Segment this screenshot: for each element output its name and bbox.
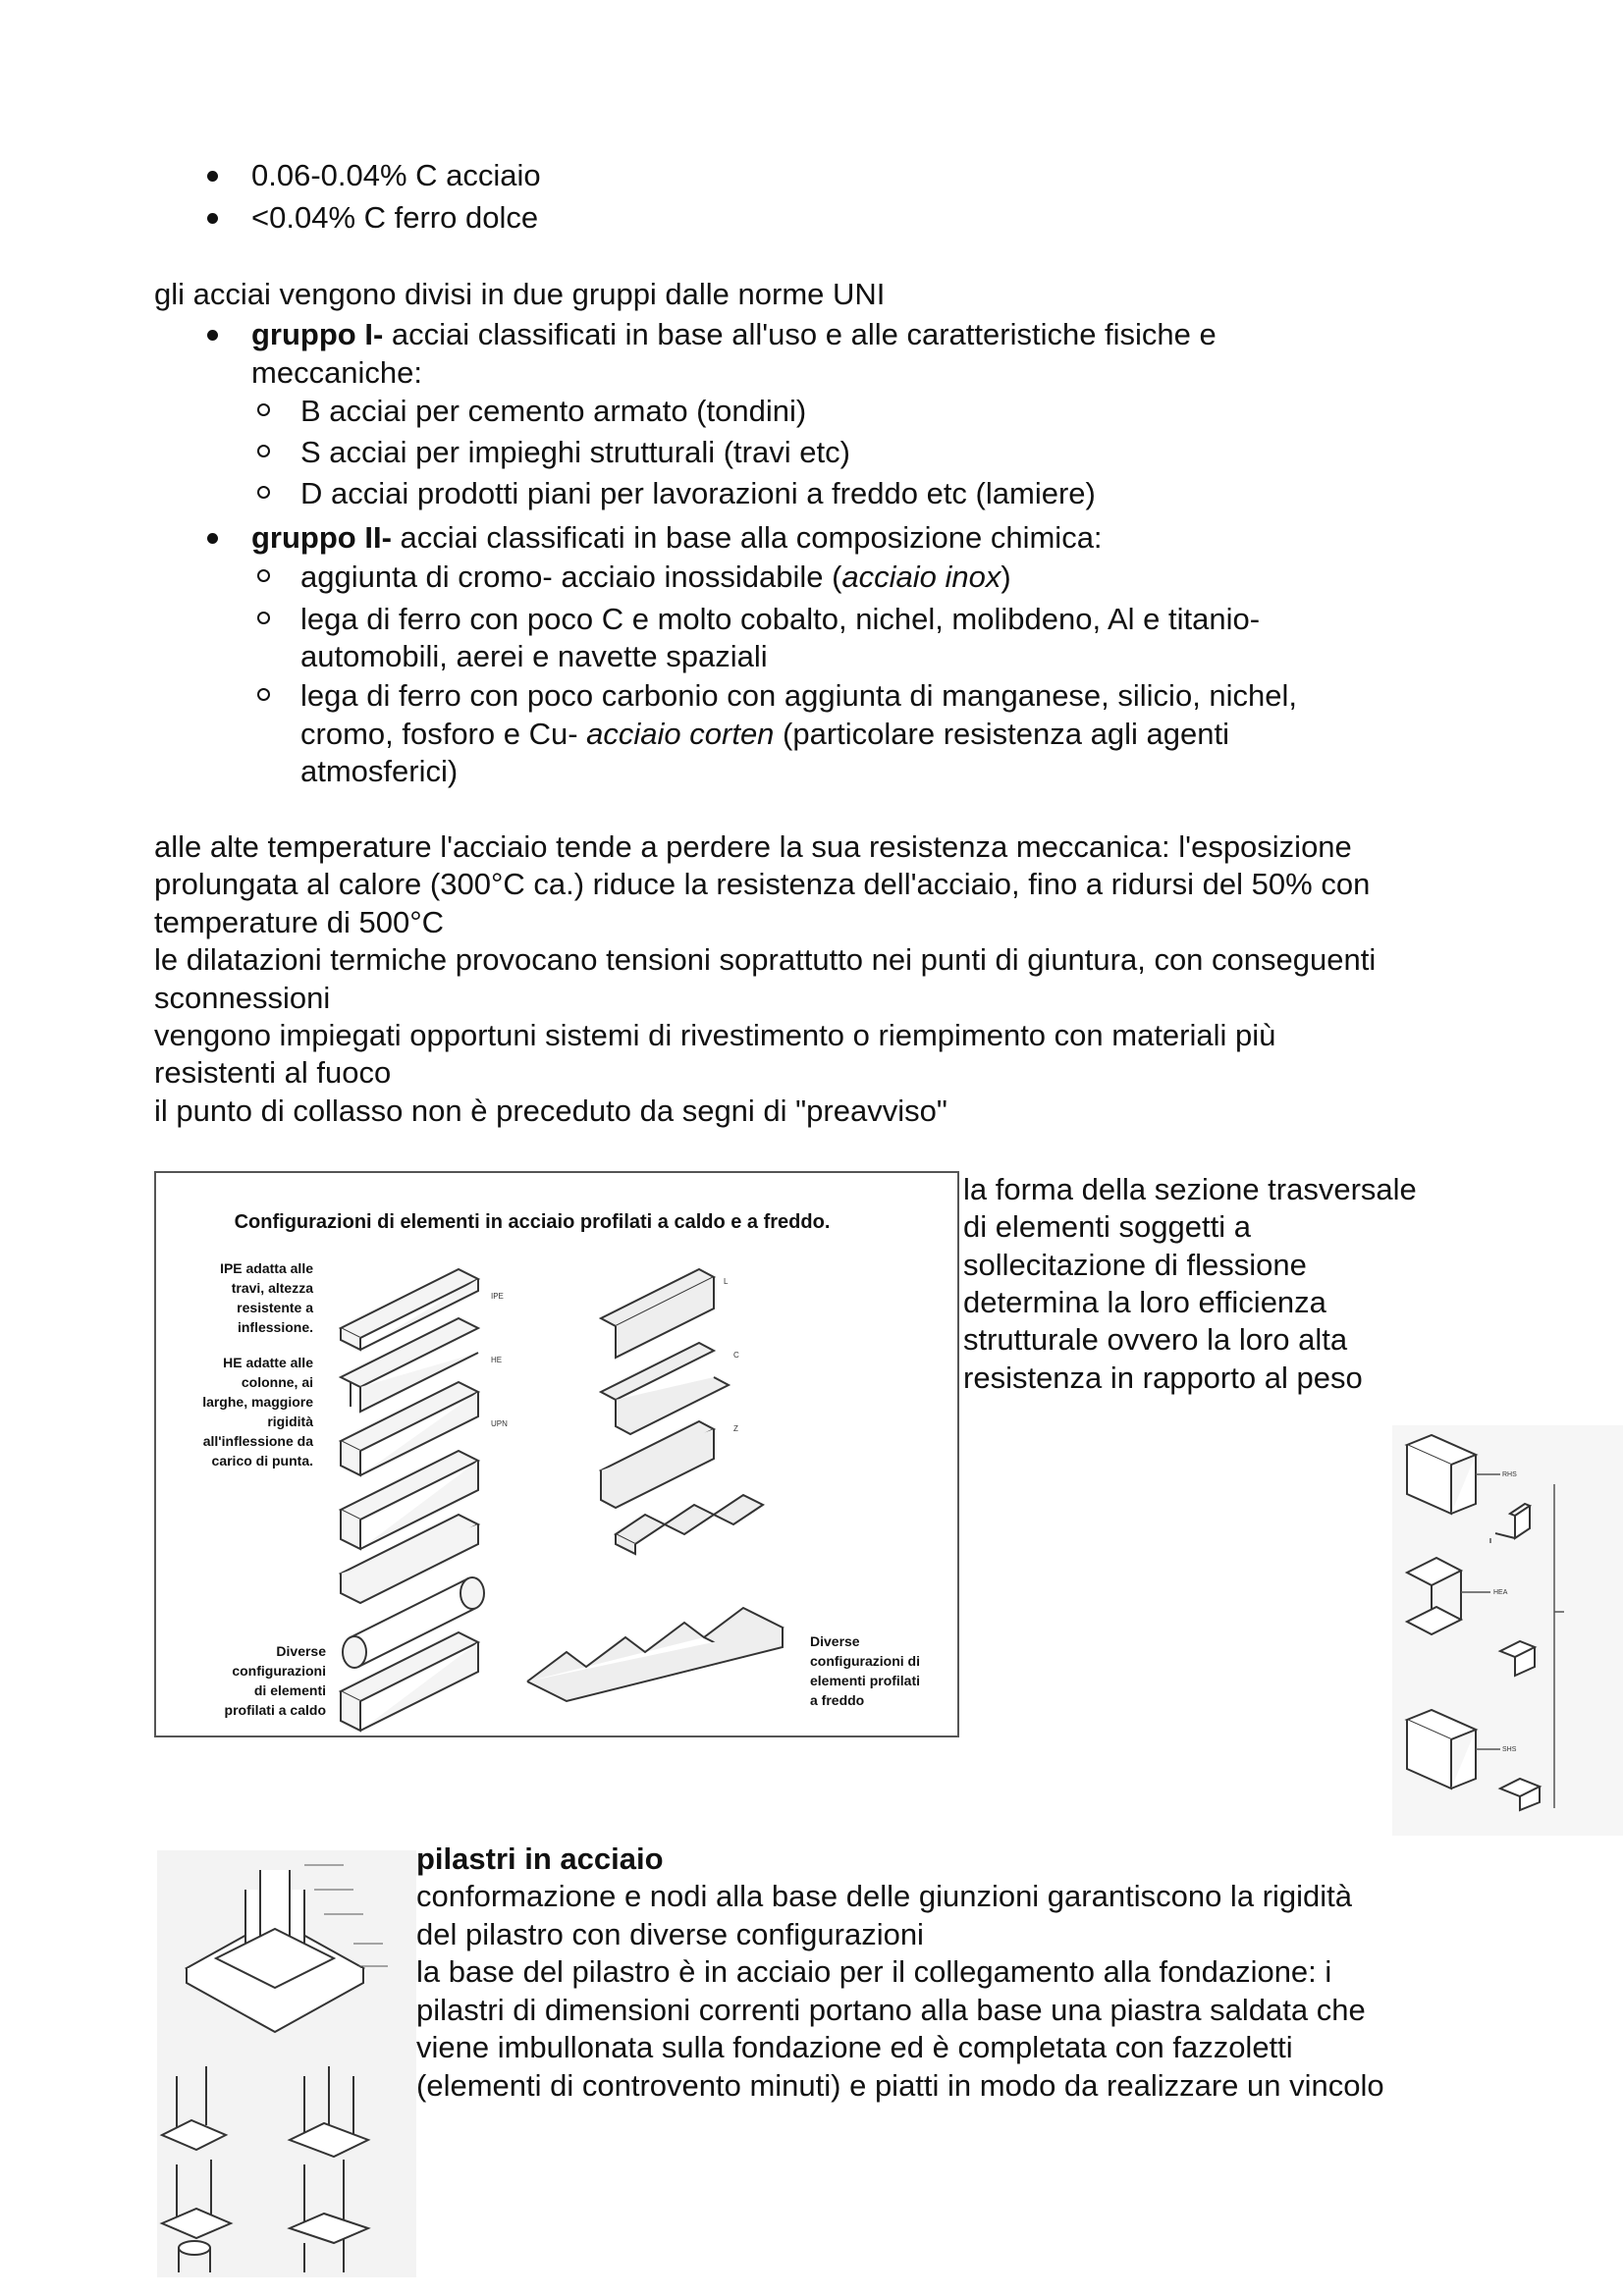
group1-item: D acciai prodotti piani per lavorazioni a freddo etc (lamiere): [300, 476, 1096, 510]
italic-run: acciaio inox: [841, 560, 1001, 594]
figure-label-line: HE adatte alle: [223, 1355, 313, 1370]
paragraph-line: le dilatazioni termiche provocano tensioni soprattutto nei punti di giuntura, con conseguenti: [154, 942, 1377, 977]
intro-text: gli acciai vengono divisi in due gruppi dalle norme UNI: [154, 277, 886, 311]
paragraph-line: temperature di 500°C: [154, 905, 444, 939]
pilastri-title: pilastri in acciaio: [416, 1842, 664, 1876]
group2-title: gruppo II-: [251, 520, 392, 555]
group2-item-cont: automobili, aerei e navette spaziali: [300, 639, 768, 673]
side-text-line: resistenza in rapporto al peso: [963, 1361, 1363, 1395]
sections-figure: [1392, 1425, 1623, 1836]
group1-title: gruppo I-: [251, 317, 384, 351]
figure-label-line: profilati a caldo: [224, 1702, 326, 1718]
figure-label-line: configurazioni: [232, 1663, 326, 1679]
paragraph-line: vengono impiegati opportuni sistemi di rivestimento o riempimento con materiali più: [154, 1018, 1276, 1052]
column-base-drawing: [290, 2066, 368, 2157]
figure-label-line: larghe, maggiore: [202, 1394, 313, 1410]
section-tag: SHS: [1502, 1746, 1517, 1753]
side-text-line: di elementi soggetti a: [963, 1209, 1251, 1244]
bullet-dot: [207, 213, 218, 224]
steel-profiles-drawing: [154, 1171, 959, 1737]
profile-tag: C: [733, 1351, 739, 1360]
figure-label-line: resistente a: [237, 1300, 313, 1315]
section-tag: RHS: [1502, 1471, 1517, 1478]
group1-text: acciai classificati in base all'uso e alle caratteristiche fisiche e: [383, 317, 1217, 351]
profile-tag: UPN: [491, 1419, 508, 1428]
group1-text-cont: meccaniche:: [251, 355, 423, 390]
figure-label-line: Diverse: [810, 1633, 860, 1649]
column-base-drawing: [162, 2160, 231, 2238]
bullet-text: 0.06-0.04% C acciaio: [251, 158, 541, 192]
group2-item-cont: atmosferici): [300, 754, 459, 788]
paragraph-line: alle alte temperature l'acciaio tende a perdere la sua resistenza meccanica: l'esposizione: [154, 829, 1352, 864]
profile-tag: IPE: [491, 1292, 504, 1301]
bullet-dot: [207, 171, 218, 182]
channel-section-drawing: [1500, 1779, 1540, 1810]
column-base-drawing: [290, 2160, 368, 2243]
figure-label-line: a freddo: [810, 1692, 865, 1708]
group1-item: S acciai per impieghi strutturali (travi etc): [300, 435, 850, 469]
side-text-line: sollecitazione di flessione: [963, 1248, 1307, 1282]
group2-text: acciai classificati in base alla composizione chimica:: [391, 520, 1103, 555]
figure-label-line: travi, altezza: [231, 1280, 313, 1296]
side-text-line: strutturale ovvero la loro alta: [963, 1322, 1348, 1357]
group2-item: lega di ferro con poco C e molto cobalto, nichel, molibdeno, Al e titanio-: [300, 602, 1261, 636]
group2-item: [300, 559, 1011, 597]
profile-tag: Z: [733, 1424, 738, 1433]
bullet-dot: [207, 330, 218, 341]
paragraph-line: resistenti al fuoco: [154, 1055, 392, 1090]
figure-label-line: IPE adatta alle: [220, 1260, 313, 1276]
figure-label-line: inflessione.: [237, 1319, 313, 1335]
box-section-drawing: [1407, 1435, 1476, 1514]
column-base-drawing: [179, 2241, 210, 2272]
figure-label-line: Diverse: [276, 1643, 326, 1659]
pilastri-line: viene imbullonata sulla fondazione ed è completata con fazzoletti: [416, 2030, 1293, 2064]
text-run: aggiunta di cromo- acciaio inossidabile (: [300, 560, 842, 594]
figure-label-line: configurazioni di: [810, 1653, 920, 1669]
figure-label-line: all'inflessione da: [202, 1433, 313, 1449]
group1-item: B acciai per cemento armato (tondini): [300, 394, 807, 428]
section-tag: HEA: [1493, 1589, 1508, 1596]
sub-bullet: [257, 445, 270, 457]
channel-section-drawing: [1495, 1504, 1530, 1538]
bullet-text: <0.04% C ferro dolce: [251, 200, 539, 235]
text-run: cromo, fosforo e Cu-: [300, 717, 587, 751]
column-base-drawing: [162, 2066, 226, 2150]
figure-label-line: elementi profilati: [810, 1673, 921, 1688]
figure-label-line: rigidità: [267, 1414, 313, 1429]
text-run: (particolare resistenza agli agenti: [774, 717, 1229, 751]
side-text-line: determina la loro efficienza: [963, 1285, 1326, 1319]
steel-profiles-figure: [154, 1171, 959, 1737]
figure-label-line: di elementi: [253, 1682, 326, 1698]
sub-bullet: [257, 688, 270, 701]
pilastri-line: (elementi di controvento minuti) e piatti in modo da realizzare un vincolo: [416, 2068, 1384, 2103]
figure-label-line: colonne, ai: [241, 1374, 313, 1390]
group2-line: [251, 519, 1103, 558]
z-section-drawing: [1500, 1641, 1535, 1676]
paragraph-line: sconnessioni: [154, 981, 331, 1015]
group2-item: lega di ferro con poco carbonio con aggiunta di manganese, silicio, nichel,: [300, 678, 1298, 713]
pilastri-line: la base del pilastro è in acciaio per il collegamento alla fondazione: i: [416, 1954, 1332, 1989]
italic-run: acciaio corten: [586, 717, 775, 751]
box-section-drawing: [1407, 1710, 1476, 1789]
figure-title: Configurazioni di elementi in acciaio profilati a caldo e a freddo.: [234, 1211, 831, 1233]
column-base-drawing: [304, 2238, 344, 2272]
pilastri-line: pilastri di dimensioni correnti portano alla base una piastra saldata che: [416, 1993, 1366, 2027]
group2-item-cont: [300, 716, 1229, 754]
column-bases-figure: [157, 1850, 416, 2277]
column-bases-drawing: [157, 1850, 416, 2277]
pilastri-line: conformazione e nodi alla base delle giunzioni garantiscono la rigidità: [416, 1879, 1352, 1913]
paragraph-line: prolungata al calore (300°C ca.) riduce la resistenza dell'acciaio, fino a ridursi del 50% con: [154, 867, 1371, 901]
figure-label-line: carico di punta.: [211, 1453, 313, 1468]
sub-bullet: [257, 612, 270, 624]
foundation-base-drawing: [187, 1870, 363, 2032]
sub-bullet: [257, 403, 270, 416]
pilastri-line: del pilastro con diverse configurazioni: [416, 1917, 924, 1951]
profile-tag: L: [724, 1277, 729, 1286]
sections-drawing: [1392, 1425, 1623, 1836]
sub-bullet: [257, 486, 270, 499]
sub-bullet: [257, 569, 270, 582]
i-section-drawing: [1407, 1558, 1461, 1634]
side-text-line: la forma della sezione trasversale: [963, 1172, 1417, 1206]
bullet-dot: [207, 533, 218, 544]
text-run: ): [1001, 560, 1011, 594]
paragraph-line: il punto di collasso non è preceduto da segni di "preavviso": [154, 1094, 947, 1128]
pilastri-title-line: [416, 1841, 664, 1879]
group1-line: [251, 316, 1217, 354]
profile-tag: HE: [491, 1356, 503, 1364]
